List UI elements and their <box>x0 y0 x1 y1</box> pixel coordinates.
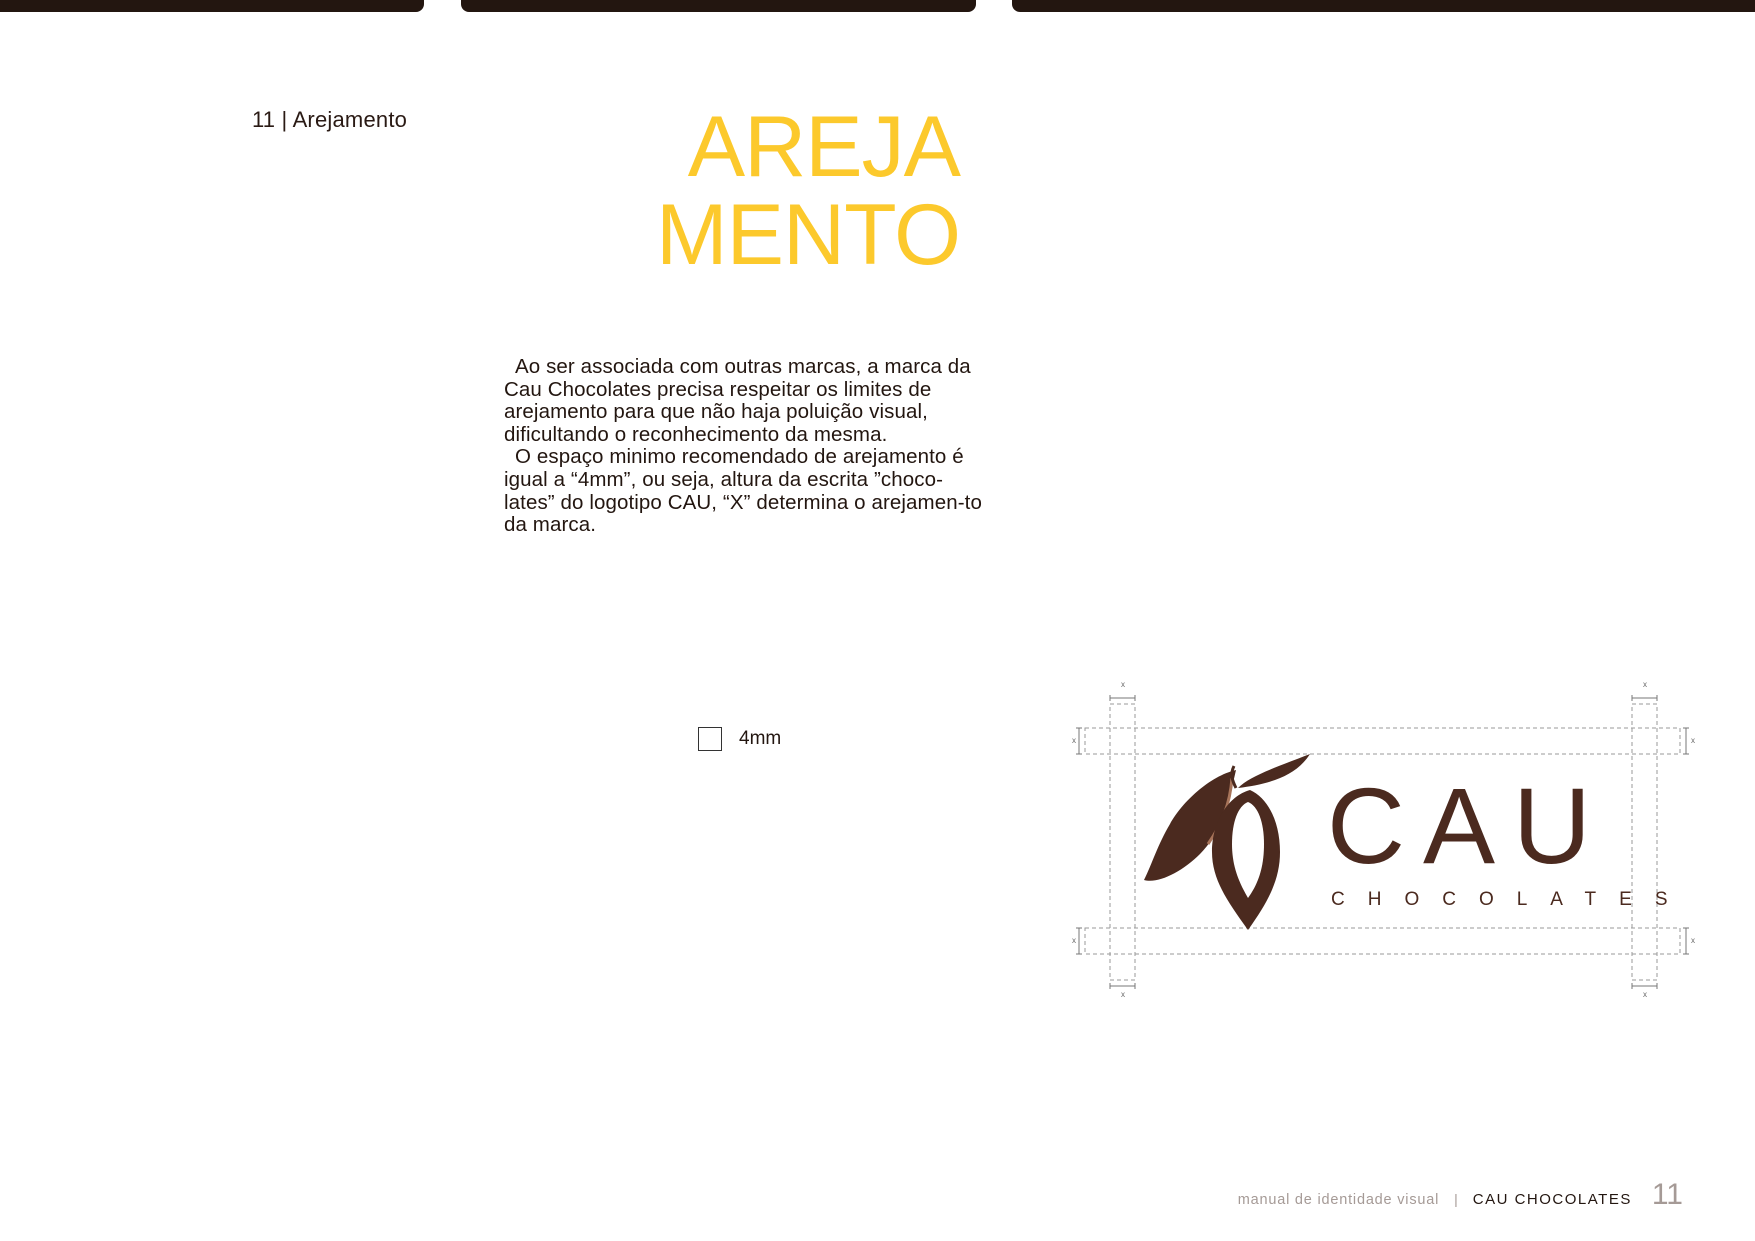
spacing-legend <box>698 727 781 751</box>
marker-right-bottom: x <box>1691 936 1695 945</box>
marker-top-left: x <box>1121 680 1125 689</box>
logo-wordmark: CAU <box>1327 765 1610 886</box>
title-line-2: MENTO <box>656 187 960 283</box>
footer-separator: | <box>1454 1191 1458 1207</box>
body-text <box>504 356 984 537</box>
page-title <box>656 99 960 283</box>
legend-label: 4mm <box>739 728 782 749</box>
top-bar-middle <box>461 0 976 12</box>
marker-bottom-right: x <box>1643 990 1647 999</box>
legend-swatch <box>698 727 722 751</box>
marker-left-top: x <box>1072 736 1076 745</box>
marker-right-top: x <box>1691 736 1695 745</box>
clearspace-diagram <box>1060 680 1700 1004</box>
leaf-icon <box>1232 754 1310 788</box>
top-bar-right <box>1012 0 1755 12</box>
page-number: 11 <box>1651 1178 1683 1211</box>
marker-top-right: x <box>1643 680 1647 689</box>
title-line-1: AREJA <box>687 99 960 195</box>
footer-brand: CAU CHOCOLATES <box>1472 1191 1632 1208</box>
top-bar-left <box>0 0 424 12</box>
section-label: 11 | Arejamento <box>252 107 408 132</box>
cacao-pod-icon <box>1144 770 1280 930</box>
marker-left-bottom: x <box>1072 936 1076 945</box>
footer-manual: manual de identidade visual <box>1237 1192 1440 1208</box>
body-paragraph-1: Ao ser associada com outras marcas, a marca da Cau Chocolates precisa respeitar os limites de arejamento para que não haja poluição visual, dificultando o reconhecimento da mesma. <box>504 355 971 446</box>
marker-bottom-left: x <box>1121 990 1125 999</box>
logo-subtitle: CHOCOLATES <box>1331 889 1691 910</box>
body-paragraph-2: O espaço minimo recomendado de arejamento é igual a “4mm”, ou seja, altura da escrita ”choco-lates” do logotipo CAU, “X” determina o arejamen-to da marca. <box>504 445 982 537</box>
footer <box>1238 1178 1683 1212</box>
